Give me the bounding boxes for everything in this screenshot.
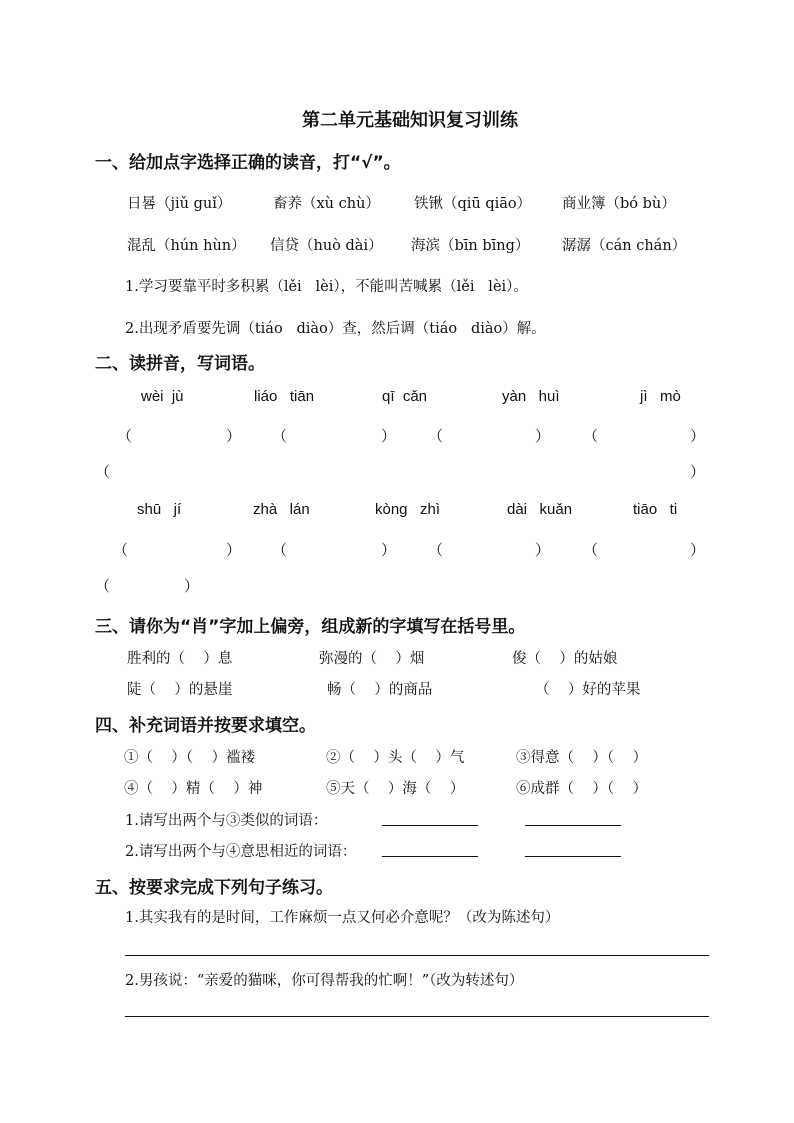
idiom-item: ①（ ）（ ）褴褛	[124, 750, 256, 766]
pinyin-choice-item: 日晷（jiǔ guǐ）	[127, 196, 232, 212]
answer-bracket-open: （	[272, 427, 288, 445]
answer-bracket-close: ）	[690, 427, 706, 445]
pinyin-choice-item: 海滨（bīn bīng）	[411, 238, 530, 254]
sentence-question-1: 1.学习要靠平时多积累（lěi lèi），不能叫苦喊累（lěi lèi）。	[125, 279, 528, 295]
pinyin-word: kòng zhì	[375, 501, 441, 518]
answer-bracket-open: （	[95, 577, 111, 595]
answer-bracket-close: ）	[184, 577, 200, 595]
pinyin-word: zhà lán	[253, 501, 310, 518]
answer-bracket-open: （	[95, 463, 111, 481]
pinyin-choice-item: 信贷（huò dài）	[270, 238, 383, 254]
answer-bracket-close: ）	[381, 541, 397, 559]
answer-bracket-open: （	[117, 427, 133, 445]
answer-line	[125, 955, 709, 956]
pinyin-choice-item: 畜养（xù chù）	[273, 196, 380, 212]
pinyin-word: shū jí	[137, 501, 182, 518]
idiom-item: ⑥成群（ ）（ ）	[516, 781, 648, 797]
pinyin-word: qī cǎn	[382, 388, 428, 405]
fill-item: （ ）好的苹果	[535, 682, 641, 698]
answer-line	[525, 856, 621, 857]
fill-item: 胜利的（ ）息	[127, 651, 233, 667]
section-3-heading: 三、请你为“肖”字加上偏旁，组成新的字填写在括号里。	[95, 617, 526, 637]
answer-bracket-open: （	[583, 541, 599, 559]
pinyin-word: liáo tiān	[254, 388, 315, 405]
answer-bracket-close: ）	[381, 427, 397, 445]
word-question-1: 1.请写出两个与③类似的词语：	[125, 813, 328, 829]
word-question-2: 2.请写出两个与④意思相近的词语：	[125, 844, 357, 860]
answer-line	[382, 856, 478, 857]
fill-item: 畅（ ）的商品	[327, 682, 433, 698]
answer-bracket-open: （	[583, 427, 599, 445]
section-2-heading: 二、读拼音，写词语。	[95, 354, 265, 374]
sentence-question-2: 2.出现矛盾要先调（tiáo diào）查，然后调（tiáo diào）解。	[125, 321, 546, 337]
answer-bracket-open: （	[272, 541, 288, 559]
fill-item: 俊（ ）的姑娘	[512, 651, 618, 667]
pinyin-word: jì mò	[640, 388, 681, 405]
idiom-item: ③得意（ ）（ ）	[516, 750, 648, 766]
pinyin-word: dài kuǎn	[507, 501, 573, 518]
answer-bracket-close: ）	[535, 427, 551, 445]
answer-bracket-open: （	[428, 541, 444, 559]
pinyin-word: wèi jù	[141, 388, 184, 405]
answer-line	[125, 1016, 709, 1017]
pinyin-choice-item: 铁锹（qiū qiāo）	[414, 196, 532, 212]
answer-line	[382, 825, 478, 826]
idiom-item: ②（ ）头（ ）气	[326, 750, 465, 766]
fill-item: 弥漫的（ ）烟	[319, 651, 425, 667]
page-title: 第二单元基础知识复习训练	[302, 110, 518, 131]
section-1-heading: 一、给加点字选择正确的读音，打“√”。	[95, 153, 401, 173]
answer-bracket-close: ）	[690, 463, 706, 481]
rewrite-question-2: 2.男孩说：“亲爱的猫咪，你可得帮我的忙啊！”（改为转述句）	[125, 973, 524, 989]
pinyin-word: tiāo ti	[633, 501, 678, 518]
rewrite-question-1: 1.其实我有的是时间，工作麻烦一点又何必介意呢？（改为陈述句）	[125, 910, 560, 926]
pinyin-choice-item: 混乱（hún hùn）	[127, 238, 246, 254]
answer-bracket-close: ）	[535, 541, 551, 559]
answer-bracket-open: （	[428, 427, 444, 445]
answer-bracket-close: ）	[226, 427, 242, 445]
section-5-heading: 五、按要求完成下列句子练习。	[95, 878, 333, 898]
pinyin-word: yàn huì	[502, 388, 560, 405]
pinyin-choice-item: 潺潺（cán chán）	[562, 238, 687, 254]
answer-bracket-close: ）	[690, 541, 706, 559]
idiom-item: ⑤天（ ）海（ ）	[326, 781, 465, 797]
answer-bracket-close: ）	[226, 541, 242, 559]
answer-line	[525, 825, 621, 826]
pinyin-choice-item: 商业簿（bó bù）	[562, 196, 676, 212]
fill-item: 陡（ ）的悬崖	[127, 682, 233, 698]
idiom-item: ④（ ）精（ ）神	[124, 781, 263, 797]
answer-bracket-open: （	[113, 541, 129, 559]
section-4-heading: 四、补充词语并按要求填空。	[95, 716, 316, 736]
